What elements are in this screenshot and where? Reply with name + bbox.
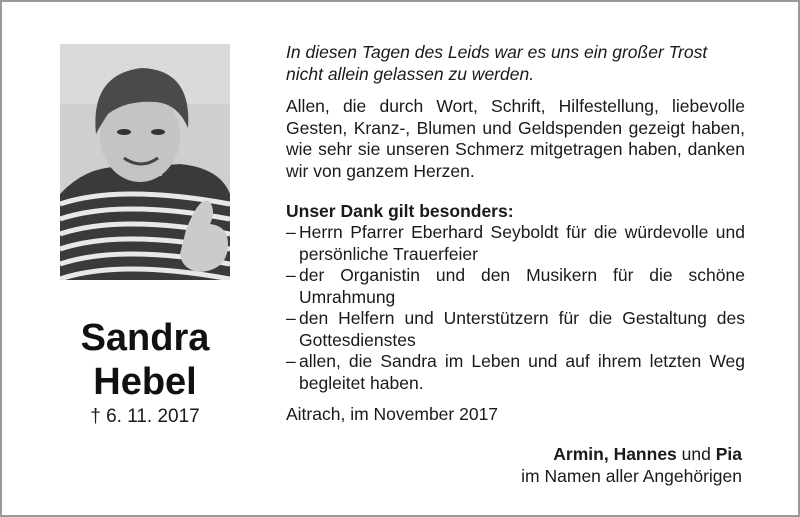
signature xyxy=(521,444,742,487)
list-item xyxy=(286,308,745,351)
list-item xyxy=(286,222,745,265)
place-date: Aitrach, im November 2017 xyxy=(286,404,499,424)
thanks-paragraph: Allen, die durch Wort, Schrift, Hilfestellung, liebevolle Gesten, Kranz-, Blumen und Geldspenden gezeigt haben, wie sehr sie unseren Schmerz mitgetragen haben, danken wir von ganzem Herzen. xyxy=(286,96,745,181)
list-item-text: den Helfern und Unterstützern für die Gestaltung des Gottesdienstes xyxy=(299,308,745,350)
portrait-photo xyxy=(60,44,230,280)
death-date: † 6. 11. 2017 xyxy=(90,406,200,427)
signature-connector: und xyxy=(676,444,716,464)
thanks-list xyxy=(286,222,745,394)
list-marker: – xyxy=(286,265,296,285)
list-item-text: der Organistin und den Musikern für die schöne Umrahmung xyxy=(299,265,745,307)
list-item-text: allen, die Sandra im Leben und auf ihrem letzten Weg begleitet haben. xyxy=(299,351,745,393)
intro-text: In diesen Tagen des Leids war es uns ein großer Trost nicht allein gelassen zu werden. xyxy=(286,42,708,84)
deceased-name xyxy=(42,316,248,404)
deceased-last-name: Hebel xyxy=(93,361,197,403)
list-marker: – xyxy=(286,351,296,371)
signature-subline: im Namen aller Angehörigen xyxy=(521,465,742,486)
list-item xyxy=(286,265,745,308)
thanks-heading: Unser Dank gilt besonders: xyxy=(286,201,514,221)
deceased-first-name: Sandra xyxy=(80,317,210,359)
signature-names xyxy=(521,444,742,466)
signature-name-1: Armin, Hannes xyxy=(553,444,677,464)
list-marker: – xyxy=(286,308,296,328)
list-item-text: Herrn Pfarrer Eberhard Seyboldt für die würdevolle und persönliche Trauerfeier xyxy=(299,222,745,264)
portrait-image xyxy=(60,44,230,280)
list-marker: – xyxy=(286,222,296,242)
signature-name-2: Pia xyxy=(715,444,742,464)
list-item xyxy=(286,351,745,394)
